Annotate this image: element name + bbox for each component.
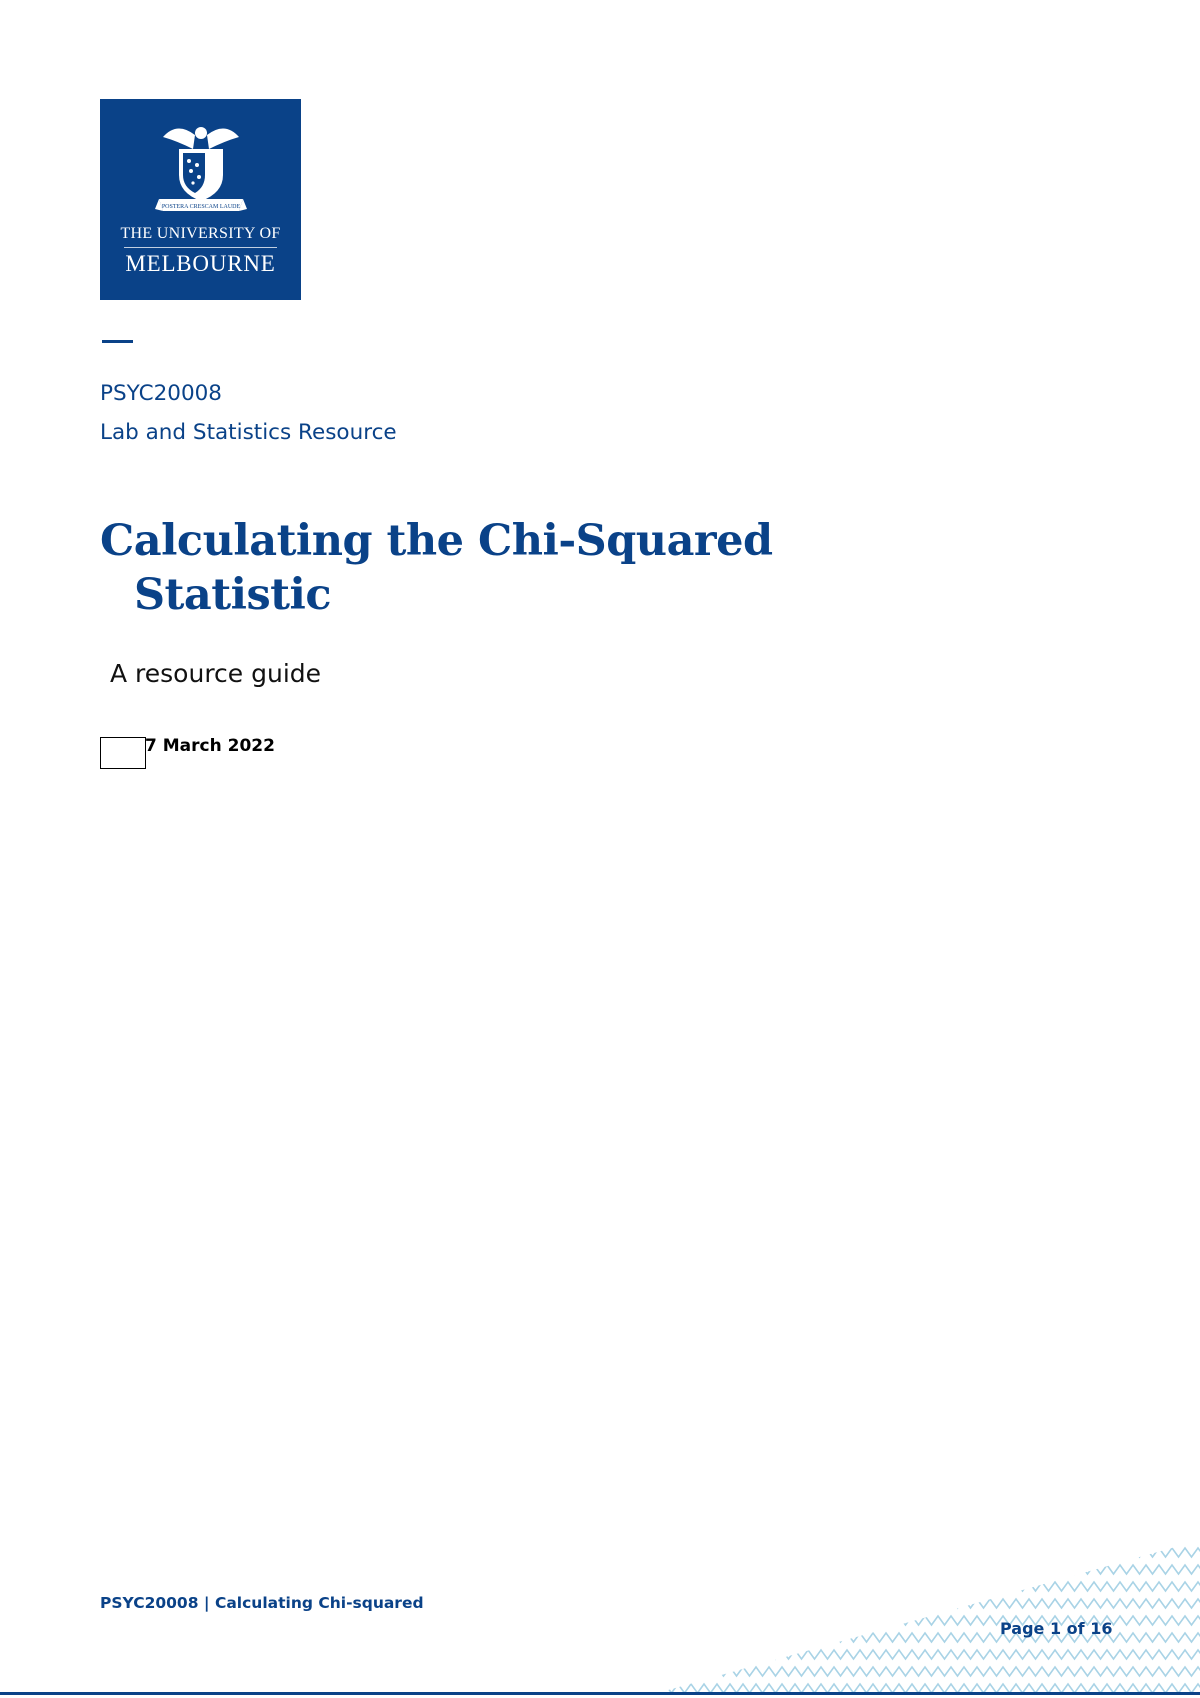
footer-course-title: PSYC20008 | Calculating Chi-squared bbox=[100, 1594, 424, 1612]
course-header bbox=[100, 374, 397, 452]
date-placeholder-box bbox=[100, 737, 146, 769]
logo-line-2: MELBOURNE bbox=[125, 251, 276, 276]
document-date: 7 March 2022 bbox=[145, 736, 275, 756]
course-code: PSYC20008 bbox=[100, 381, 222, 406]
accent-dash bbox=[102, 340, 133, 343]
footer-page-number: Page 1 of 16 bbox=[1000, 1619, 1113, 1638]
motto-text: POSTERA CRESCAM LAUDE bbox=[161, 204, 241, 210]
title-line-2: Statistic bbox=[134, 570, 332, 620]
university-crest-icon bbox=[155, 119, 247, 215]
document-title bbox=[100, 514, 860, 622]
resource-name: Lab and Statistics Resource bbox=[100, 420, 397, 445]
logo-divider bbox=[124, 247, 277, 248]
university-logo bbox=[100, 99, 301, 300]
document-subtitle: A resource guide bbox=[110, 659, 322, 688]
logo-line-1: THE UNIVERSITY OF bbox=[120, 225, 281, 242]
title-line-1: Calculating the Chi-Squared bbox=[100, 516, 773, 566]
footer-rule bbox=[0, 1692, 1200, 1695]
